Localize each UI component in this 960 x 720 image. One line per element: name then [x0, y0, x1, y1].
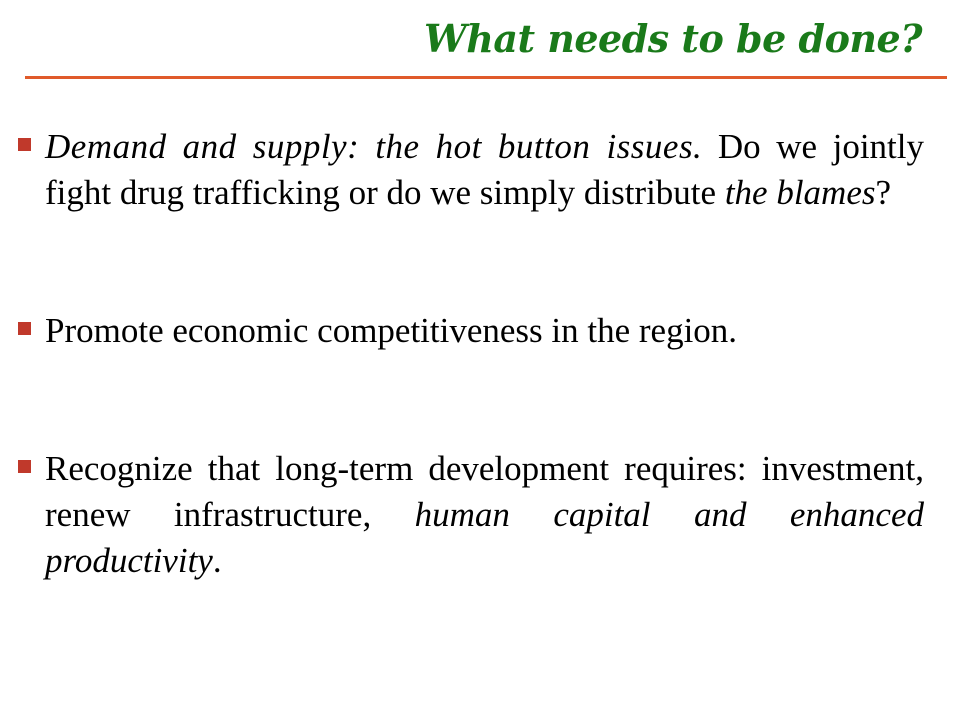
square-bullet-icon [18, 322, 31, 335]
slide-title: What needs to be done? [424, 16, 922, 61]
bullet-text-end: ? [875, 173, 892, 212]
bullet-text: Recognize that long-term development requires: investment, renew infrastructure, [45, 449, 924, 534]
square-bullet-icon [18, 460, 31, 473]
bullet-italic-text: the blames [724, 173, 876, 212]
bullet-text-end: . [212, 541, 222, 580]
bullet-text: Promote economic competitiveness in the region. [45, 311, 738, 350]
title-underline [25, 76, 947, 79]
bullet-item-competitiveness [18, 308, 924, 354]
bullet-item-demand-supply [18, 124, 924, 216]
bullet-item-development [18, 446, 924, 584]
bullet-list [18, 124, 924, 584]
bullet-text: Do we jointly fight drug trafficking or do we simply distribute [45, 127, 924, 212]
bullet-italic-text: human capital and enhanced productivity [45, 495, 924, 580]
square-bullet-icon [18, 138, 31, 151]
bullet-lead-italic: Demand and supply: the hot button issues. [45, 127, 703, 166]
